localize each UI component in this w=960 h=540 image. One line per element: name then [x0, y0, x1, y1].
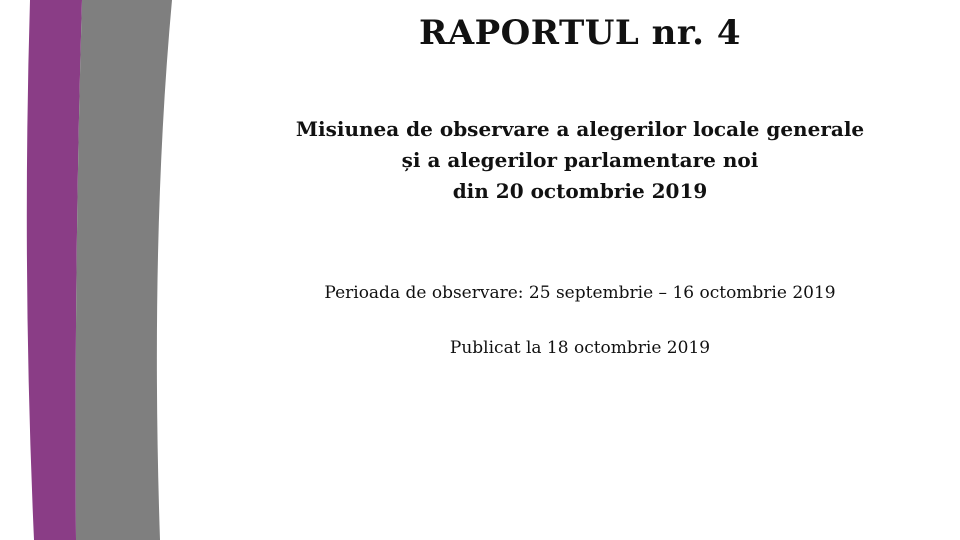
- gray-band: [76, 0, 172, 540]
- subtitle-line-2: și a alegerilor parlamentare noi: [401, 148, 759, 172]
- decorative-side-bands: [0, 0, 200, 540]
- report-title: RAPORTUL nr. 4: [418, 13, 741, 53]
- subtitle-line-1: Misiunea de observare a alegerilor locale generale: [295, 117, 865, 141]
- report-subtitle: [200, 114, 960, 207]
- observation-period: Perioada de observare: 25 septembrie – 16 octombrie 2019: [324, 283, 836, 303]
- publication-date: Publicat la 18 octombrie 2019: [449, 338, 711, 358]
- subtitle-line-3: din 20 octombrie 2019: [452, 179, 708, 203]
- purple-band: [27, 0, 82, 540]
